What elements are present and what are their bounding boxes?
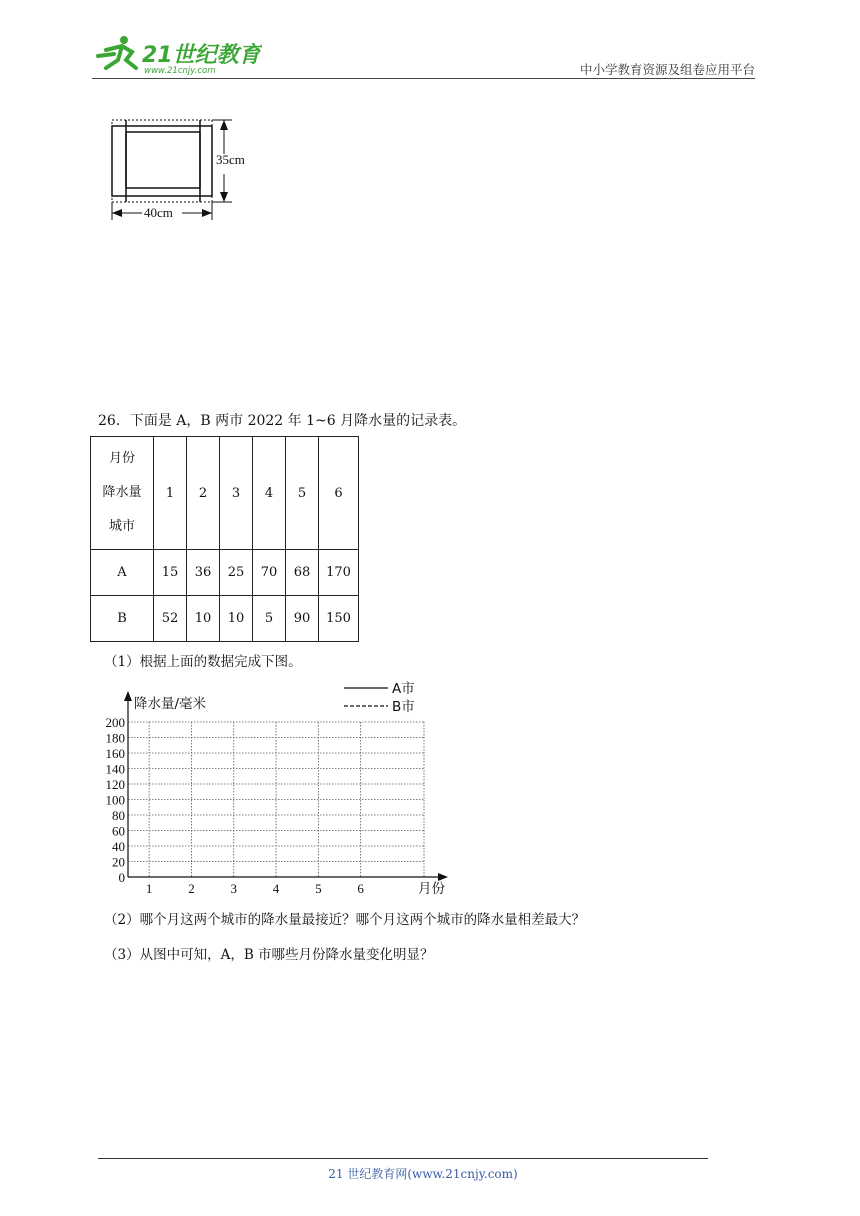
- rainfall-line-chart: [90, 675, 470, 897]
- corner-label-rainfall: 降水量: [102, 485, 142, 500]
- frame-outer: [112, 126, 212, 196]
- width-label: 40cm: [144, 205, 173, 220]
- arrow-up-icon: [220, 120, 228, 130]
- header-divider: [92, 78, 755, 79]
- frame-inner: [126, 132, 200, 188]
- x-tick-label: 1: [145, 881, 153, 896]
- x-tick-label: 4: [272, 881, 280, 896]
- x-axis-label: 月份: [418, 881, 445, 897]
- y-tick-label: 200: [105, 715, 125, 730]
- value-cell: 25: [220, 550, 253, 596]
- y-tick-label: 180: [105, 730, 125, 746]
- subquestion-3: （3）从图中可知，A，B 市哪些月份降水量变化明显？: [104, 947, 434, 963]
- y-tick-label: 60: [112, 823, 125, 839]
- arrow-right-icon: [202, 209, 212, 217]
- value-cell: 10: [187, 596, 220, 642]
- table-row: [91, 596, 359, 642]
- legend-label: A市: [392, 681, 415, 697]
- site-logo: [92, 34, 262, 76]
- chart-axes: [124, 691, 448, 881]
- value-cell: 5: [253, 596, 286, 642]
- value-cell: 170: [319, 550, 359, 596]
- x-tick-label: 2: [188, 881, 195, 896]
- y-tick-label: 140: [105, 761, 125, 777]
- x-tick-label: 6: [357, 881, 364, 896]
- y-axis-arrow-icon: [124, 691, 132, 701]
- value-cell: 36: [187, 550, 220, 596]
- y-tick-label: 160: [105, 746, 125, 761]
- arrow-left-icon: [112, 209, 122, 217]
- x-tick-label: 5: [315, 881, 322, 896]
- city-cell: A: [91, 550, 154, 596]
- y-axis-label: 降水量/毫米: [134, 696, 207, 712]
- value-cell: 90: [286, 596, 319, 642]
- chart-labels: [106, 681, 446, 897]
- x-axis-arrow-icon: [438, 873, 448, 881]
- x-tick-label: 3: [230, 881, 237, 896]
- value-cell: 52: [154, 596, 187, 642]
- value-cell: 70: [253, 550, 286, 596]
- runner-logo-icon: [98, 36, 136, 68]
- y-tick-label: 40: [112, 839, 125, 854]
- y-tick-label: 0: [118, 870, 125, 885]
- month-header-cell: 1: [154, 437, 187, 550]
- month-header-cell: 6: [319, 437, 359, 550]
- y-tick-label: 80: [112, 808, 125, 823]
- legend-label: B市: [392, 699, 415, 715]
- subquestion-1: （1）根据上面的数据完成下图。: [104, 654, 302, 670]
- corner-label-month: 月份: [108, 451, 135, 466]
- value-cell: 15: [154, 550, 187, 596]
- month-header-cell: 3: [220, 437, 253, 550]
- footer-divider: [98, 1158, 708, 1159]
- question-title: 26．下面是 A，B 两市 2022 年 1~6 月降水量的记录表。: [98, 413, 467, 429]
- arrow-down-icon: [220, 192, 228, 202]
- city-cell: B: [91, 596, 154, 642]
- footer-text: 21 世纪教育网(www.21cnjy.com): [328, 1167, 518, 1181]
- rainfall-table: [90, 436, 359, 642]
- value-cell: 68: [286, 550, 319, 596]
- month-header-cell: 2: [187, 437, 220, 550]
- month-header-cell: 4: [253, 437, 286, 550]
- logo-url: www.21cnjy.com: [144, 66, 216, 76]
- logo-text: 21世纪教育: [142, 43, 261, 68]
- subquestion-2: （2）哪个月这两个城市的降水量最接近？哪个月这两个城市的降水量相差最大？: [104, 912, 586, 928]
- chart-grid: [128, 722, 424, 877]
- value-cell: 150: [319, 596, 359, 642]
- month-header-cell: 5: [286, 437, 319, 550]
- platform-name: 中小学教育资源及组卷应用平台: [579, 62, 755, 77]
- value-cell: 10: [220, 596, 253, 642]
- table-header-row: [91, 437, 359, 550]
- corner-header-cell: [91, 437, 154, 550]
- y-tick-label: 20: [112, 854, 125, 870]
- height-label: 35cm: [216, 152, 245, 167]
- y-tick-label: 120: [105, 777, 125, 792]
- corner-label-city: 城市: [108, 519, 135, 534]
- y-tick-label: 100: [105, 792, 125, 808]
- rectangle-frame-figure: [104, 114, 264, 229]
- table-row: [91, 550, 359, 596]
